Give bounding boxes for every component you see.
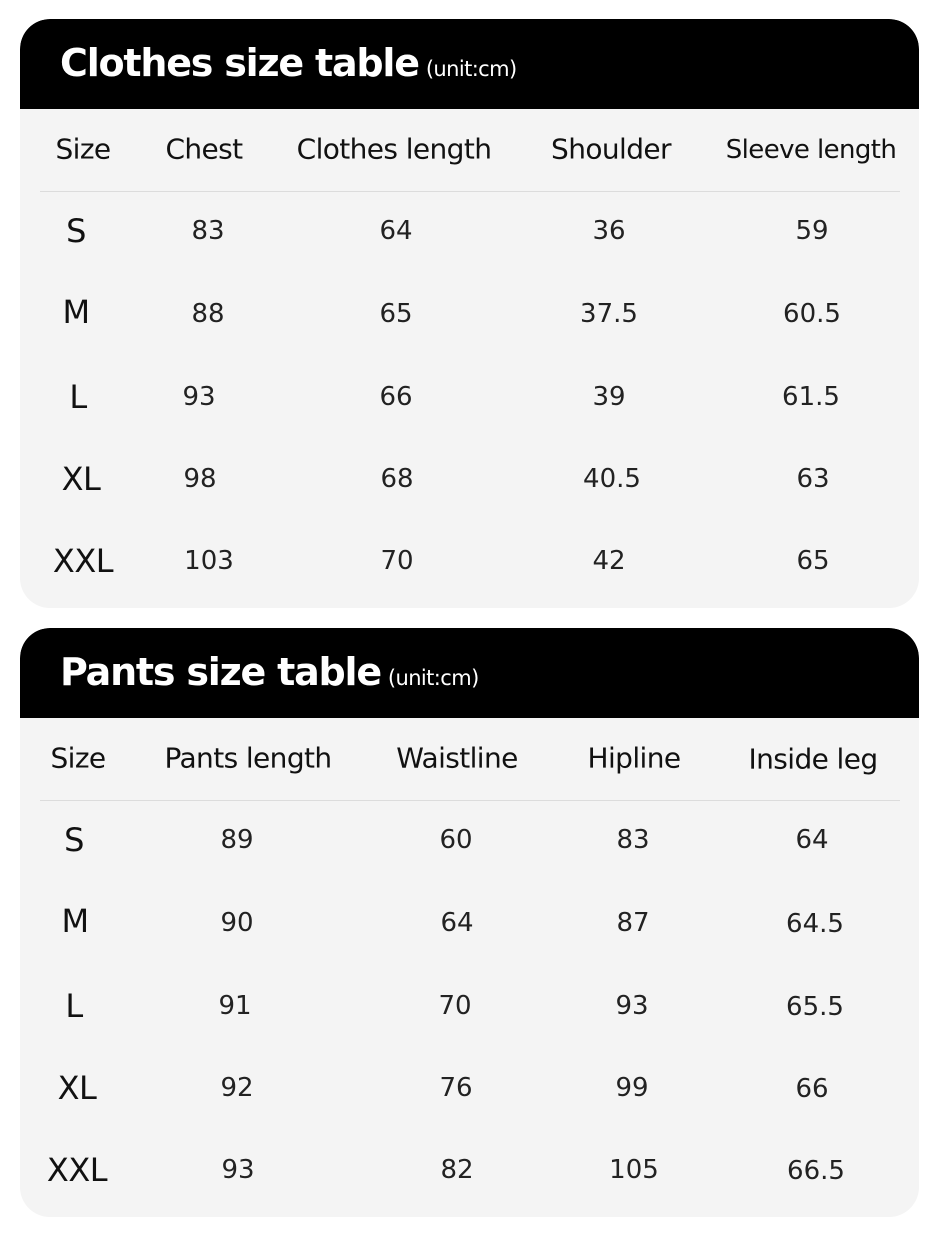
pants-header-hipline: Hipline [587, 741, 681, 775]
table-cell: 64 [795, 825, 829, 855]
table-cell: 93 [221, 1155, 255, 1185]
clothes-size-table [20, 19, 919, 608]
table-cell: 65 [379, 299, 413, 329]
table-cell: 61.5 [782, 382, 840, 412]
table-row-size: XL [61, 460, 101, 498]
table-cell: 60.5 [783, 299, 841, 329]
table-cell: 88 [191, 299, 225, 329]
table-cell: 93 [615, 991, 649, 1021]
table-cell: 105 [609, 1155, 659, 1185]
table-row-size: M [62, 293, 90, 331]
table-cell: 36 [592, 216, 626, 246]
pants-table-header-bar [20, 628, 919, 718]
clothes-header-shoulder: Shoulder [551, 132, 671, 166]
table-cell: 90 [220, 908, 254, 938]
table-cell: 59 [795, 216, 829, 246]
clothes-table-title-text: Clothes size table [60, 41, 419, 85]
table-row-size: XXL [52, 542, 114, 580]
table-cell: 103 [184, 546, 234, 576]
table-row-size: S [66, 212, 86, 250]
table-cell: 63 [796, 464, 830, 494]
table-cell: 65 [796, 546, 830, 576]
table-cell: 87 [616, 908, 650, 938]
clothes-header-clothes-length: Clothes length [296, 132, 492, 166]
table-row-size: XL [57, 1069, 97, 1107]
table-row-size: L [65, 987, 83, 1025]
pants-header-divider [40, 800, 900, 801]
clothes-header-divider [40, 191, 900, 192]
table-row-size: S [64, 821, 84, 859]
pants-size-table [20, 628, 919, 1217]
pants-header-pants-length: Pants length [164, 741, 332, 775]
table-cell: 66 [379, 382, 413, 412]
table-cell: 64 [440, 908, 474, 938]
table-cell: 99 [615, 1073, 649, 1103]
table-cell: 70 [438, 991, 472, 1021]
table-cell: 37.5 [580, 299, 638, 329]
table-cell: 93 [182, 382, 216, 412]
pants-header-waistline: Waistline [396, 741, 518, 775]
table-cell: 66.5 [787, 1156, 845, 1186]
table-cell: 83 [616, 825, 650, 855]
table-cell: 68 [380, 464, 414, 494]
table-cell: 98 [183, 464, 217, 494]
table-cell: 91 [218, 991, 252, 1021]
pants-table-unit: (unit:cm) [387, 666, 479, 690]
table-cell: 82 [440, 1155, 474, 1185]
table-row-size: L [69, 378, 87, 416]
table-cell: 39 [592, 382, 626, 412]
table-cell: 89 [220, 825, 254, 855]
clothes-header-size: Size [55, 132, 111, 166]
table-cell: 64 [379, 216, 413, 246]
clothes-column-headers [20, 109, 919, 191]
clothes-header-chest: Chest [165, 132, 243, 166]
table-cell: 42 [592, 546, 626, 576]
table-cell: 65.5 [786, 992, 844, 1022]
table-cell: 60 [439, 825, 473, 855]
table-row-size: M [61, 902, 89, 940]
table-cell: 40.5 [583, 464, 641, 494]
table-cell: 92 [220, 1073, 254, 1103]
table-cell: 66 [795, 1074, 829, 1104]
clothes-table-title [60, 38, 517, 96]
table-cell: 70 [380, 546, 414, 576]
clothes-table-unit: (unit:cm) [425, 57, 517, 81]
table-row-size: XXL [46, 1151, 108, 1189]
pants-header-inside-leg: Inside leg [748, 742, 878, 776]
table-cell: 64.5 [786, 909, 844, 939]
pants-table-title-text: Pants size table [60, 650, 381, 694]
clothes-header-sleeve-length: Sleeve length [725, 135, 897, 165]
pants-table-title [60, 647, 479, 705]
pants-column-headers [20, 718, 919, 800]
table-cell: 76 [439, 1073, 473, 1103]
clothes-table-header-bar [20, 19, 919, 109]
table-cell: 83 [191, 216, 225, 246]
pants-header-size: Size [50, 741, 106, 775]
